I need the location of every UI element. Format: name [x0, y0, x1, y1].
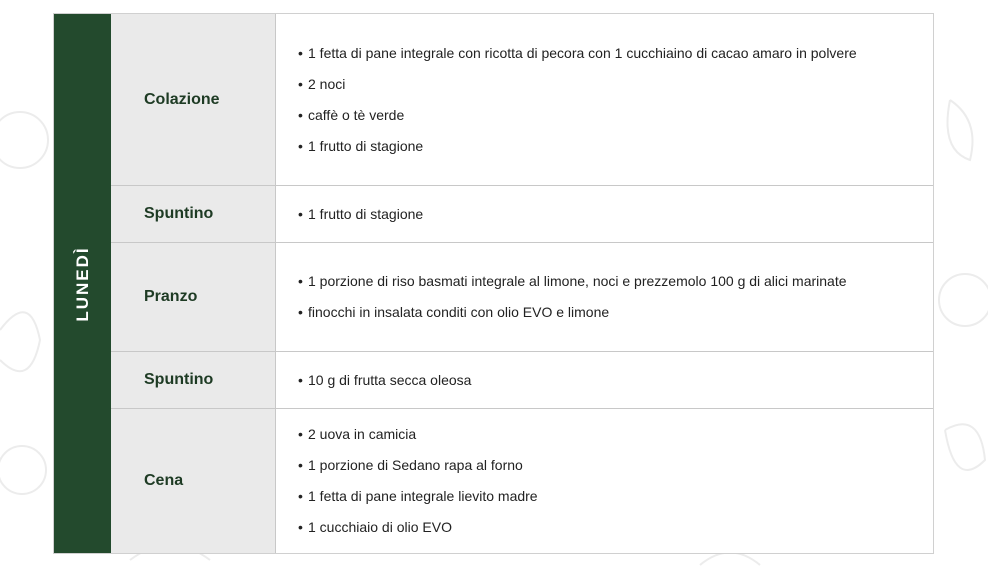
list-item: • 1 cucchiaio di olio EVO	[298, 519, 452, 535]
list-item: • caffè o tè verde	[298, 106, 405, 123]
meal-plan-table	[53, 13, 934, 554]
list-item: • 10 g di frutta secca oleosa	[298, 371, 472, 388]
meal-items	[276, 352, 933, 408]
list-item: • 2 noci	[298, 75, 346, 92]
meal-name: Cena	[111, 409, 276, 553]
meal-items	[276, 14, 933, 185]
meal-row-spuntino-1	[111, 186, 933, 243]
list-item: • 1 porzione di Sedano rapa al forno	[298, 457, 523, 473]
meal-items	[276, 186, 933, 242]
meal-name: Colazione	[111, 14, 276, 185]
list-item: • 2 uova in camicia	[298, 426, 417, 442]
list-item: • 1 fetta di pane integrale con ricotta di pecora con 1 cucchiaino di cacao amaro in polvere	[298, 44, 857, 61]
day-label: LUNEDÌ	[72, 245, 92, 322]
meal-name: Pranzo	[111, 243, 276, 351]
day-band	[54, 14, 111, 553]
meal-items	[276, 409, 933, 553]
meal-rows	[111, 14, 933, 553]
list-item: • 1 fetta di pane integrale lievito madre	[298, 488, 538, 504]
list-item: • finocchi in insalata conditi con olio EVO e limone	[298, 304, 610, 320]
meal-items	[276, 243, 933, 351]
meal-row-cena	[111, 409, 933, 553]
list-item: • 1 porzione di riso basmati integrale al limone, noci e prezzemolo 100 g di alici marinate	[298, 273, 847, 289]
meal-name: Spuntino	[111, 186, 276, 242]
list-item: • 1 frutto di stagione	[298, 137, 424, 154]
meal-row-colazione	[111, 14, 933, 186]
list-item: • 1 frutto di stagione	[298, 205, 424, 222]
meal-name: Spuntino	[111, 352, 276, 408]
meal-row-pranzo	[111, 243, 933, 352]
meal-row-spuntino-2	[111, 352, 933, 409]
